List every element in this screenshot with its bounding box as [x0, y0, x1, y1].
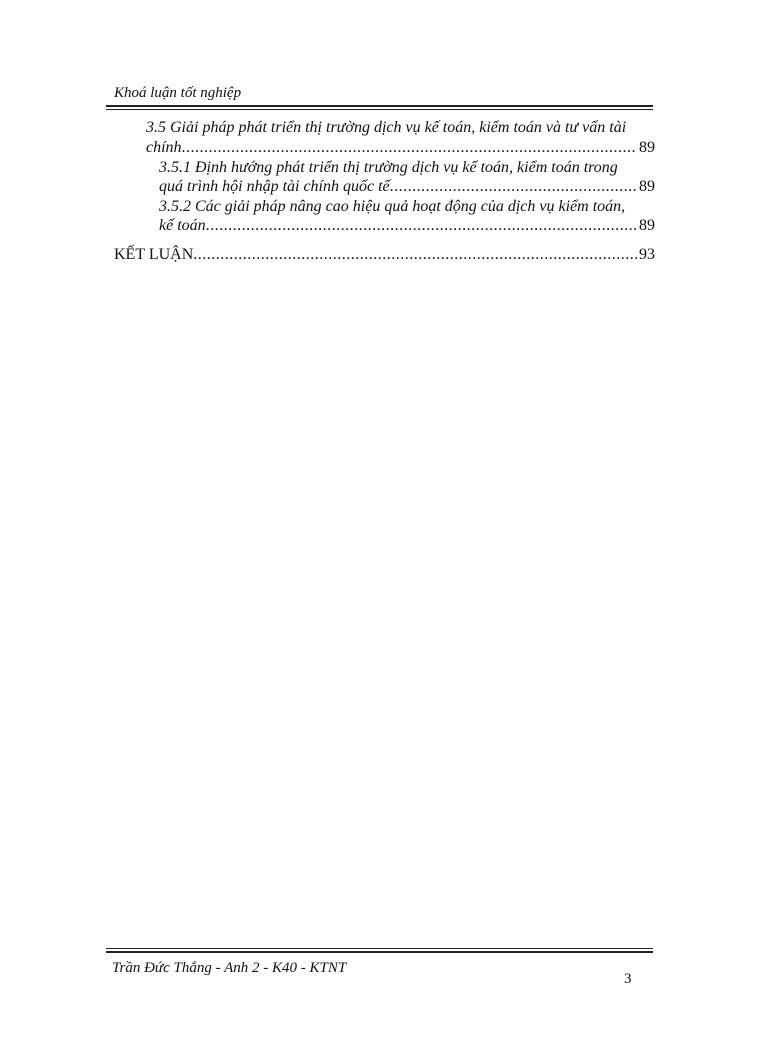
toc-entry-ket-luan[interactable]	[114, 245, 655, 265]
page-number: 3	[624, 971, 632, 987]
toc-entry-3-5-page: 89	[639, 139, 655, 156]
toc-entry-3-5-2-title-cont: kế toán	[159, 217, 206, 234]
dot-leader	[390, 177, 637, 197]
toc-entry-3-5-1-title-cont: quá trình hội nhập tài chính quốc tế	[159, 178, 390, 195]
toc-entry-3-5-2-title[interactable]: 3.5.2 Các giải pháp nâng cao hiệu quả hoạt động của dịch vụ kiểm toán,	[159, 198, 626, 215]
header-title: Khoá luận tốt nghiệp	[114, 85, 242, 101]
toc-entry-ket-luan-title: KẾT LUẬN	[114, 246, 194, 263]
toc-entry-3-5-2-leader[interactable]	[159, 216, 655, 236]
footer-rule-thin	[106, 948, 653, 949]
table-of-contents	[0, 0, 767, 300]
toc-entry-3-5-leader[interactable]	[146, 138, 655, 158]
toc-entry-3-5-2-page: 89	[639, 217, 655, 234]
dot-leader	[193, 245, 637, 265]
toc-entry-3-5-1-page: 89	[639, 178, 655, 195]
toc-entry-3-5-title[interactable]: 3.5 Giải pháp phát triển thị trường dịch vụ kế toán, kiểm toán và tư vấn tài	[146, 119, 627, 136]
toc-entry-ket-luan-page: 93	[639, 246, 655, 263]
dot-leader	[206, 216, 637, 236]
toc-entry-3-5-title-cont: chính	[146, 139, 182, 156]
footer-rule-thick	[106, 951, 653, 953]
toc-entry-3-5-1-title[interactable]: 3.5.1 Định hướng phát triển thị trường dịch vụ kế toán, kiểm toán trong	[159, 159, 618, 176]
toc-entry-3-5-1-leader[interactable]	[159, 177, 655, 197]
footer-author: Trần Đức Thắng - Anh 2 - K40 - KTNT	[112, 960, 347, 976]
dot-leader	[182, 138, 637, 158]
